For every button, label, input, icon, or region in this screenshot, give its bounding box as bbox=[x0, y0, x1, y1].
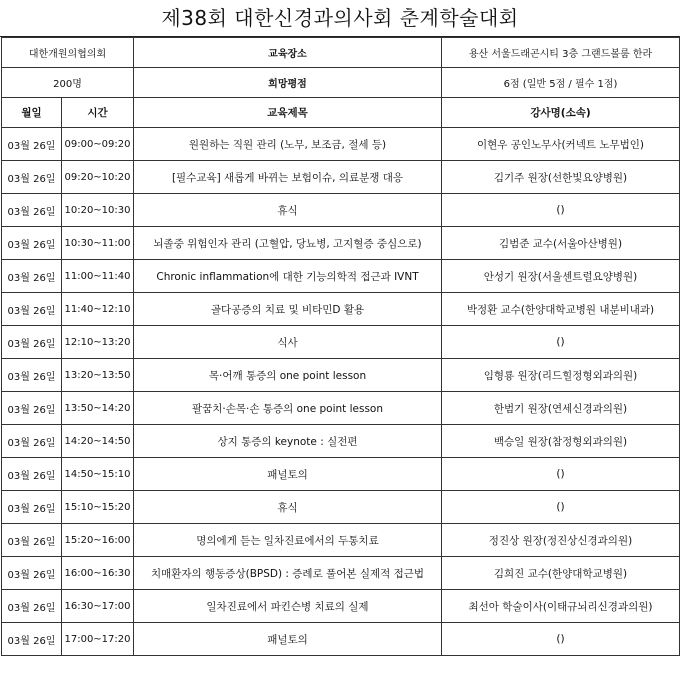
row-time: 11:00~11:40 bbox=[62, 260, 134, 293]
table-row bbox=[2, 425, 680, 458]
row-topic: Chronic inflammation에 대한 기능의학적 접근과 IVNT bbox=[134, 260, 442, 293]
row-lecturer: () bbox=[442, 623, 680, 656]
page-title: 제38회 대한신경과의사회 춘계학술대회 bbox=[0, 0, 680, 37]
row-topic: 휴식 bbox=[134, 491, 442, 524]
row-date: 03월 26일 bbox=[2, 293, 62, 326]
row-time: 16:30~17:00 bbox=[62, 590, 134, 623]
row-time: 09:00~09:20 bbox=[62, 128, 134, 161]
row-time: 09:20~10:20 bbox=[62, 161, 134, 194]
table-row bbox=[2, 260, 680, 293]
row-lecturer: 김범준 교수(서울아산병원) bbox=[442, 227, 680, 260]
capacity-cell: 200명 bbox=[2, 68, 134, 98]
table-row bbox=[2, 623, 680, 656]
row-lecturer: 한범기 원장(연세신경과의원) bbox=[442, 392, 680, 425]
row-time: 10:30~11:00 bbox=[62, 227, 134, 260]
venue-value: 용산 서울드래곤시티 3층 그랜드볼룸 한라 bbox=[442, 38, 680, 68]
row-time: 12:10~13:20 bbox=[62, 326, 134, 359]
table-row bbox=[2, 128, 680, 161]
table-row bbox=[2, 557, 680, 590]
row-topic: 패널토의 bbox=[134, 623, 442, 656]
header-lecturer: 강사명(소속) bbox=[442, 98, 680, 128]
table-row bbox=[2, 161, 680, 194]
row-lecturer: () bbox=[442, 491, 680, 524]
header-time: 시간 bbox=[62, 98, 134, 128]
info-row-venue bbox=[2, 38, 680, 68]
row-lecturer: 이현우 공인노무사(커넥트 노무법인) bbox=[442, 128, 680, 161]
row-date: 03월 26일 bbox=[2, 590, 62, 623]
row-time: 11:40~12:10 bbox=[62, 293, 134, 326]
row-date: 03월 26일 bbox=[2, 194, 62, 227]
row-time: 14:20~14:50 bbox=[62, 425, 134, 458]
row-topic: 휴식 bbox=[134, 194, 442, 227]
table-row bbox=[2, 293, 680, 326]
row-time: 14:50~15:10 bbox=[62, 458, 134, 491]
row-topic: 원원하는 직원 관리 (노무, 보조금, 절세 등) bbox=[134, 128, 442, 161]
row-topic: 골다공증의 치료 및 비타민D 활용 bbox=[134, 293, 442, 326]
table-row bbox=[2, 590, 680, 623]
row-topic: 명의에게 듣는 일차진료에서의 두통치료 bbox=[134, 524, 442, 557]
row-topic: 패널토의 bbox=[134, 458, 442, 491]
row-topic: 일차진료에서 파킨슨병 치료의 실제 bbox=[134, 590, 442, 623]
row-date: 03월 26일 bbox=[2, 260, 62, 293]
row-date: 03월 26일 bbox=[2, 524, 62, 557]
points-label: 희망평점 bbox=[134, 68, 442, 98]
venue-label: 교육장소 bbox=[134, 38, 442, 68]
row-lecturer: 정진상 원장(정진상신경과의원) bbox=[442, 524, 680, 557]
row-date: 03월 26일 bbox=[2, 128, 62, 161]
header-row bbox=[2, 98, 680, 128]
row-lecturer: 최선아 학술이사(이태규뇌리신경과의원) bbox=[442, 590, 680, 623]
row-lecturer: 백승일 원장(참정형외과의원) bbox=[442, 425, 680, 458]
row-time: 15:20~16:00 bbox=[62, 524, 134, 557]
row-topic: 목·어깨 통증의 one point lesson bbox=[134, 359, 442, 392]
schedule-body bbox=[2, 128, 680, 656]
table-row bbox=[2, 491, 680, 524]
row-time: 15:10~15:20 bbox=[62, 491, 134, 524]
row-time: 16:00~16:30 bbox=[62, 557, 134, 590]
row-date: 03월 26일 bbox=[2, 458, 62, 491]
row-lecturer: () bbox=[442, 194, 680, 227]
row-date: 03월 26일 bbox=[2, 425, 62, 458]
table-row bbox=[2, 392, 680, 425]
row-lecturer: 안성기 원장(서울센트럴요양병원) bbox=[442, 260, 680, 293]
header-date: 월일 bbox=[2, 98, 62, 128]
row-topic: 상지 통증의 keynote : 실전편 bbox=[134, 425, 442, 458]
row-date: 03월 26일 bbox=[2, 227, 62, 260]
row-time: 13:50~14:20 bbox=[62, 392, 134, 425]
row-date: 03월 26일 bbox=[2, 623, 62, 656]
row-date: 03월 26일 bbox=[2, 491, 62, 524]
row-time: 13:20~13:50 bbox=[62, 359, 134, 392]
row-lecturer: 김희진 교수(한양대학교병원) bbox=[442, 557, 680, 590]
row-topic: 치매환자의 행동증상(BPSD) : 증례로 풀어본 실제적 접근법 bbox=[134, 557, 442, 590]
row-date: 03월 26일 bbox=[2, 359, 62, 392]
info-row-points bbox=[2, 68, 680, 98]
table-row bbox=[2, 359, 680, 392]
table-row bbox=[2, 194, 680, 227]
table-row bbox=[2, 458, 680, 491]
table-row bbox=[2, 524, 680, 557]
row-lecturer: 김기주 원장(선한빛요양병원) bbox=[442, 161, 680, 194]
row-topic: 뇌졸중 위험인자 관리 (고혈압, 당뇨병, 고지혈증 중심으로) bbox=[134, 227, 442, 260]
row-lecturer: 임형룡 원장(리드힐정형외과의원) bbox=[442, 359, 680, 392]
row-topic: 식사 bbox=[134, 326, 442, 359]
row-date: 03월 26일 bbox=[2, 161, 62, 194]
organizer-cell: 대한개원의협의회 bbox=[2, 38, 134, 68]
table-row bbox=[2, 326, 680, 359]
row-lecturer: 박정환 교수(한양대학교병원 내분비내과) bbox=[442, 293, 680, 326]
row-time: 10:20~10:30 bbox=[62, 194, 134, 227]
row-topic: [필수교육] 새롭게 바뀌는 보험이슈, 의료분쟁 대응 bbox=[134, 161, 442, 194]
row-date: 03월 26일 bbox=[2, 326, 62, 359]
points-value: 6점 (일반 5점 / 필수 1점) bbox=[442, 68, 680, 98]
row-lecturer: () bbox=[442, 326, 680, 359]
row-date: 03월 26일 bbox=[2, 392, 62, 425]
row-time: 17:00~17:20 bbox=[62, 623, 134, 656]
schedule-table bbox=[1, 37, 680, 656]
row-topic: 팔꿈치·손목·손 통증의 one point lesson bbox=[134, 392, 442, 425]
table-row bbox=[2, 227, 680, 260]
row-lecturer: () bbox=[442, 458, 680, 491]
row-date: 03월 26일 bbox=[2, 557, 62, 590]
header-topic: 교육제목 bbox=[134, 98, 442, 128]
